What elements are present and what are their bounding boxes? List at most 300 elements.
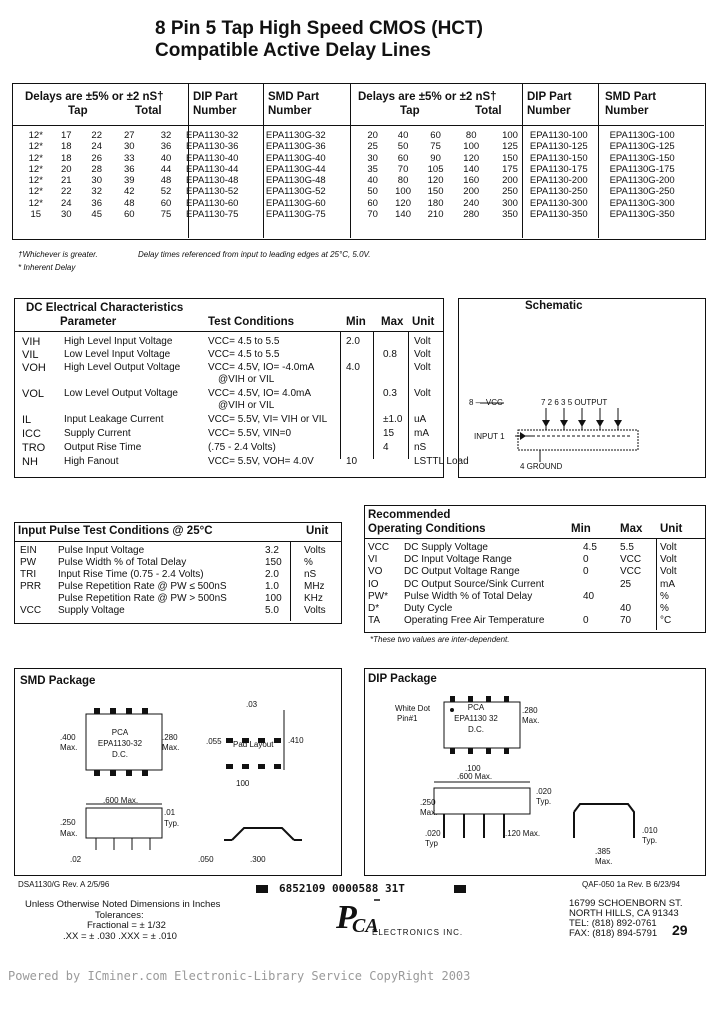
delay-cell-smd: EPA1130G-250	[609, 186, 675, 198]
delay-cell-t4: 280	[463, 209, 480, 221]
delay-cell-t3: 32	[91, 186, 102, 198]
recommended-cell-label: DC Input Voltage Range	[404, 554, 512, 566]
delay-cell-t1: 50	[367, 186, 378, 198]
delay-cell-t4: 240	[463, 197, 480, 209]
dip-dim-010: .010	[642, 826, 658, 835]
footnote-inherent: * Inherent Delay	[18, 263, 76, 272]
recommended-cell-max: 25	[620, 578, 632, 590]
powered-by-watermark: Powered by ICminer.com Electronic-Library Service CopyRight 2003	[8, 969, 471, 983]
delay-cell-t2: 17	[60, 130, 72, 141]
dc-cell-param: Input Leakage Current	[64, 414, 164, 425]
dc-cell-sym: NH	[22, 456, 38, 468]
delay-row-right	[358, 175, 704, 186]
recommended-title-1: Recommended	[368, 509, 451, 521]
footnote-whichever: †Whichever is greater.	[18, 250, 98, 259]
delay-cell-dip: EPA1130-48	[186, 175, 239, 187]
delay-cell-t3: 105	[427, 163, 444, 175]
dc-cell-test2: @VIH or VIL	[218, 400, 275, 411]
delay-cell-dip: EPA1130-52	[186, 186, 239, 198]
smd-dim-050: .050	[198, 855, 214, 864]
dc-cell-test: VCC= 4.5 to 5.5	[208, 349, 280, 360]
address-line-2: NORTH HILLS, CA 91343	[569, 908, 679, 919]
dip-dim-385-max: Max.	[595, 857, 613, 866]
delay-cell-t2: 18	[60, 141, 72, 153]
delay-cell-smd: EPA1130G-44	[265, 163, 326, 175]
recommended-cell-label: Pulse Width % of Total Delay	[404, 590, 533, 602]
delay-row-left	[20, 175, 350, 186]
recommended-cell-unit: °C	[660, 615, 672, 627]
delay-cell-t3: 75	[430, 141, 441, 153]
delay-cell-t4: 100	[463, 141, 480, 153]
pulse-cell-unit: %	[304, 557, 313, 568]
tolerance-line-3: Fractional = ± 1/32	[87, 920, 166, 931]
smd-dim-400: .400	[60, 733, 76, 742]
dip-chip-line-2: EPA1130 32	[454, 714, 498, 723]
recommended-cell-sym: D*	[368, 603, 380, 614]
delay-cell-total: 60	[160, 197, 172, 209]
dc-cell-param: Low Level Input Voltage	[64, 349, 171, 360]
pulse-cell-label: Pulse Input Voltage	[58, 545, 145, 556]
delay-cell-t2: 30	[60, 209, 72, 221]
delay-cell-t1: 12*	[28, 197, 43, 209]
delay-cell-t1: 12*	[28, 175, 43, 187]
dc-cell-unit: Volt	[414, 336, 431, 347]
recommended-cell-unit: %	[660, 590, 669, 602]
pulse-cell-label: Pulse Repetition Rate @ PW ≤ 500nS	[58, 581, 227, 592]
pulse-cell-label: Supply Voltage	[58, 605, 125, 616]
dc-cell-unit: Volt	[414, 388, 431, 399]
recommended-cell-unit: Volt	[660, 554, 677, 566]
dc-cell-test: VCC= 5.5V, VI= VIH or VIL	[208, 414, 328, 425]
delay-cell-smd: EPA1130G-40	[265, 152, 326, 164]
delay-cell-smd: EPA1130G-150	[609, 152, 675, 164]
delay-cell-t1: 12*	[28, 152, 43, 164]
delay-cell-t4: 30	[123, 141, 135, 153]
dc-param-header: Parameter	[60, 316, 117, 328]
address-line-3: TEL: (818) 892-0761	[569, 918, 657, 929]
dc-cell-sym: TRO	[22, 442, 46, 454]
delay-cell-dip: EPA1130-175	[529, 163, 588, 175]
delay-cell-t2: 18	[60, 152, 72, 164]
recommended-cell-min: 0	[583, 554, 589, 566]
delay-cell-t3: 120	[427, 175, 444, 187]
delay-cell-t1: 12*	[28, 186, 43, 198]
pulse-cell-sym: TRI	[20, 569, 37, 580]
delay-cell-t4: 36	[123, 163, 135, 175]
delay-cell-t2: 24	[60, 197, 72, 209]
schematic-input-label: INPUT 1	[474, 432, 505, 441]
delay-cell-t2: 40	[397, 130, 409, 141]
delay-cell-total: 100	[502, 130, 518, 141]
page-title	[155, 18, 483, 62]
dip-package-title: DIP Package	[368, 673, 437, 685]
delay-row-right	[358, 209, 704, 220]
delay-cell-t1: 12*	[28, 163, 43, 175]
delay-row-right	[358, 164, 704, 175]
delay-cell-t3: 26	[91, 152, 102, 164]
delay-cell-dip: EPA1130-125	[529, 141, 588, 153]
smd-chip-marking	[92, 727, 148, 760]
recommended-cell-label: Operating Free Air Temperature	[404, 615, 545, 627]
recommended-cell-min: 0	[583, 615, 589, 627]
dc-cell-max: 0.8	[383, 349, 397, 360]
dc-cell-sym: VOL	[22, 388, 45, 400]
delay-cell-t1: 30	[367, 152, 378, 164]
delays-header-left: Delays are ±5% or ±2 nS†	[25, 91, 164, 103]
recommended-cell-unit: mA	[660, 578, 675, 590]
delay-cell-smd: EPA1130G-52	[265, 186, 326, 198]
total-header-right: Total	[475, 105, 502, 117]
tolerance-line-1: Unless Otherwise Noted Dimensions in Inches	[25, 899, 221, 910]
delay-cell-t3: 180	[427, 197, 444, 209]
recommended-cell-max: VCC	[620, 566, 642, 578]
delay-cell-smd: EPA1130G-350	[609, 209, 675, 221]
title-line-2: Compatible Active Delay Lines	[155, 40, 431, 61]
delay-row-left	[20, 209, 350, 220]
schematic-ground-label: 4 GROUND	[520, 462, 563, 471]
pulse-cell-unit: MHz	[304, 581, 325, 592]
dip-chip-marking	[446, 702, 506, 735]
pulse-cell-val: 1.0	[265, 581, 279, 592]
pulse-cell-unit: nS	[304, 569, 317, 580]
delay-cell-dip: EPA1130-150	[529, 152, 588, 164]
pulse-cell-label: Pulse Repetition Rate @ PW > 500nS	[58, 593, 227, 604]
dip-dim-020b: .020	[425, 829, 441, 838]
delay-row-right	[358, 186, 704, 197]
recommended-note: *These two values are inter-dependent.	[370, 635, 510, 644]
dc-test-header: Test Conditions	[208, 316, 295, 328]
smd-part-header-left: SMD Part	[268, 91, 320, 103]
delay-cell-t2: 70	[397, 163, 409, 175]
smd-dim-055: .055	[206, 737, 222, 746]
dc-cell-min: 2.0	[346, 336, 360, 347]
dip-part-header-right: DIP Part	[527, 91, 572, 103]
dip-dim-100: .100	[465, 764, 481, 773]
delay-cell-dip: EPA1130-44	[186, 163, 239, 175]
delay-cell-total: 175	[502, 163, 518, 175]
smd-dim-typ: Typ.	[164, 819, 180, 828]
dip-dim-280-max: Max.	[522, 716, 540, 725]
dc-cell-max: 0.3	[383, 388, 397, 399]
delay-row-right	[358, 153, 704, 164]
smd-package-title: SMD Package	[20, 675, 96, 687]
recommended-max-header: Max	[620, 523, 643, 535]
dc-cell-param: High Level Input Voltage	[64, 336, 173, 347]
dc-cell-unit: Volt	[414, 349, 431, 360]
dc-cell-test: VCC= 5.5V, VOH= 4.0V	[208, 456, 314, 467]
delay-row-right	[358, 130, 704, 141]
smd-chip-line-3: D.C.	[112, 750, 128, 759]
pulse-cell-sym: PW	[20, 557, 37, 568]
recommended-cell-label: DC Output Source/Sink Current	[404, 578, 545, 590]
pulse-title: Input Pulse Test Conditions @ 25°C	[18, 525, 213, 537]
delay-cell-smd: EPA1130G-300	[609, 197, 675, 209]
delay-cell-t3: 24	[91, 141, 102, 153]
delay-cell-dip: EPA1130-300	[529, 197, 588, 209]
delay-cell-smd: EPA1130G-100	[609, 130, 675, 141]
pulse-cell-val: 100	[265, 593, 282, 604]
recommended-cell-min: 0	[583, 566, 589, 578]
smd-pad-layout: Pad Layout	[233, 740, 274, 749]
dip-pin1: Pin#1	[397, 714, 418, 723]
dc-cell-sym: ICC	[22, 428, 41, 440]
dc-cell-param: Output Rise Time	[64, 442, 142, 453]
delay-cell-smd: EPA1130G-75	[265, 209, 326, 221]
pulse-cell-sym: EIN	[20, 545, 37, 556]
delay-cell-t4: 80	[465, 130, 477, 141]
delay-cell-total: 44	[160, 163, 172, 175]
delay-row-left	[20, 198, 350, 209]
title-line-1: 8 Pin 5 Tap High Speed CMOS (HCT)	[155, 18, 483, 39]
dc-cell-sym: IL	[22, 414, 32, 426]
recommended-cell-unit: Volt	[660, 542, 677, 553]
delay-cell-dip: EPA1130-250	[529, 186, 588, 198]
pulse-cell-unit: Volts	[304, 605, 326, 616]
footnote-reference: Delay times referenced from input to leading edges at 25°C, 5.0V.	[138, 250, 371, 259]
delay-cell-dip: EPA1130-100	[529, 130, 588, 141]
dc-cell-unit: nS	[414, 442, 427, 453]
delay-cell-total: 36	[160, 141, 172, 153]
tolerance-line-2: Tolerances:	[95, 909, 144, 921]
dip-dim-020: .020	[536, 787, 552, 796]
logo-electronics: ELECTRONICS INC.	[372, 928, 464, 937]
dip-dim-385: .385	[595, 847, 611, 856]
smd-dim-01: .01	[164, 808, 176, 817]
delay-cell-dip: EPA1130-32	[186, 130, 239, 141]
smd-dim-250: .250	[60, 818, 76, 827]
delay-table-left	[20, 130, 350, 220]
delay-cell-t1: 25	[367, 141, 378, 153]
delay-cell-smd: EPA1130G-125	[609, 141, 675, 153]
dip-white-dot: White Dot	[395, 704, 431, 713]
dc-cell-param: Low Level Output Voltage	[64, 388, 178, 399]
dip-dim-010-typ: Typ.	[642, 836, 658, 845]
pulse-cell-unit: KHz	[304, 593, 323, 604]
pulse-cell-sym: VCC	[20, 605, 42, 616]
dip-number-header-right: Number	[527, 105, 571, 117]
delay-cell-t3: 60	[430, 130, 441, 141]
pulse-cell-val: 5.0	[265, 605, 279, 616]
delay-row-left	[20, 153, 350, 164]
recommended-cell-sym: PW*	[368, 590, 388, 602]
smd-number-header-right: Number	[605, 105, 649, 117]
delay-cell-t4: 42	[123, 186, 135, 198]
recommended-cell-label: DC Output Voltage Range	[404, 566, 520, 578]
smd-dim-100: 100	[236, 779, 250, 788]
barcode-mark-left	[256, 885, 268, 893]
delay-cell-dip: EPA1130-40	[186, 152, 239, 164]
delay-cell-t4: 160	[463, 175, 480, 187]
dc-title: DC Electrical Characteristics	[26, 302, 184, 314]
delay-cell-t2: 140	[395, 209, 411, 221]
recommended-cell-label: Duty Cycle	[404, 603, 453, 614]
delay-cell-t2: 21	[60, 175, 72, 187]
doc-code-right: QAF-050 1a Rev. B 6/23/94	[582, 880, 681, 889]
total-header-left: Total	[135, 105, 162, 117]
dc-cell-test: VCC= 4.5V, IO= -4.0mA	[208, 362, 315, 373]
delay-cell-t3: 90	[430, 152, 441, 164]
page-number: 29	[672, 922, 688, 938]
dc-cell-test2: @VIH or VIL	[218, 374, 275, 385]
dc-cell-param: High Level Output Voltage	[64, 362, 181, 373]
pulse-cell-label: Pulse Width % of Total Delay	[58, 557, 187, 568]
dc-cell-sym: VOH	[22, 362, 46, 374]
delay-cell-dip: EPA1130-60	[186, 197, 239, 209]
recommended-cell-sym: IO	[368, 578, 379, 590]
delay-cell-t3: 150	[427, 186, 444, 198]
delay-cell-t4: 33	[123, 152, 135, 164]
recommended-cell-sym: VCC	[368, 542, 390, 553]
delay-cell-t1: 70	[367, 209, 378, 221]
pulse-unit-header: Unit	[306, 525, 329, 537]
delay-cell-t2: 20	[60, 163, 72, 175]
smd-dim-300: .300	[250, 855, 266, 864]
dip-dim-600: .600 Max.	[457, 772, 493, 781]
dc-cell-sym: VIL	[22, 349, 39, 361]
delay-cell-smd: EPA1130G-200	[609, 175, 675, 187]
dc-cell-test: VCC= 4.5 to 5.5	[208, 336, 280, 347]
dip-chip-line-3: D.C.	[468, 725, 484, 734]
delay-cell-t1: 35	[367, 163, 378, 175]
delay-cell-t3: 45	[91, 209, 102, 221]
dc-cell-param: High Fanout	[64, 456, 119, 467]
smd-dim-400-max: Max.	[60, 743, 78, 752]
dc-cell-max: 4	[383, 442, 389, 453]
delay-cell-total: 125	[502, 141, 518, 153]
dip-dim-250-max: Max.	[420, 808, 438, 817]
delay-cell-t4: 140	[463, 163, 480, 175]
pulse-cell-val: 150	[265, 557, 282, 568]
pulse-cell-label: Input Rise Time (0.75 - 2.4 Volts)	[58, 569, 204, 580]
delay-cell-t4: 60	[123, 209, 135, 221]
delay-cell-dip: EPA1130-350	[529, 209, 588, 221]
barcode-text: 6852109 0000588 31T	[279, 882, 405, 895]
smd-dim-600: .600 Max.	[103, 796, 139, 805]
delay-cell-total: 150	[502, 152, 518, 164]
delay-cell-t1: 40	[367, 175, 378, 187]
dip-number-header-left: Number	[193, 105, 237, 117]
recommended-cell-max: 70	[620, 615, 632, 627]
delay-cell-total: 75	[160, 209, 172, 221]
recommended-cell-min: 4.5	[583, 542, 597, 553]
delay-cell-smd: EPA1130G-48	[265, 175, 326, 187]
dc-unit-header: Unit	[412, 316, 435, 328]
recommended-cell-max: VCC	[620, 554, 642, 566]
dc-cell-param: Supply Current	[64, 428, 131, 439]
delay-cell-smd: EPA1130G-60	[265, 197, 326, 209]
dc-cell-max: 15	[383, 428, 395, 439]
recommended-cell-sym: VI	[368, 554, 378, 566]
recommended-cell-unit: %	[660, 603, 669, 614]
recommended-cell-min: 40	[583, 590, 595, 602]
delay-cell-t1: 20	[367, 130, 378, 141]
delay-cell-smd: EPA1130G-32	[265, 130, 326, 141]
smd-dim-410: .410	[288, 736, 304, 745]
delay-cell-t2: 100	[395, 186, 411, 198]
delay-cell-total: 300	[502, 197, 518, 209]
delay-cell-total: 40	[160, 152, 172, 164]
smd-dim-280: .280	[162, 733, 178, 742]
delay-cell-t4: 39	[123, 175, 135, 187]
recommended-cell-sym: TA	[368, 615, 381, 627]
smd-package-drawing	[14, 690, 340, 874]
dip-dim-280: .280	[522, 706, 538, 715]
dc-cell-test: (.75 - 2.4 Volts)	[208, 442, 276, 453]
tolerance-line-4: .XX = ± .030 .XXX = ± .010	[63, 930, 177, 942]
delay-cell-t1: 12*	[28, 130, 43, 141]
recommended-cell-label: DC Supply Voltage	[404, 542, 488, 553]
delay-cell-t3: 36	[91, 197, 102, 209]
delay-row-left	[20, 164, 350, 175]
recommended-cell-max: 5.5	[620, 542, 634, 553]
delay-cell-total: 250	[502, 186, 518, 198]
recommended-unit-header: Unit	[660, 523, 683, 535]
delay-cell-t4: 27	[123, 130, 135, 141]
smd-dim-250-max: Max.	[60, 829, 78, 838]
dc-max-header: Max	[381, 316, 404, 328]
delay-cell-dip: EPA1130-200	[529, 175, 588, 187]
delay-row-left	[20, 186, 350, 197]
dip-chip-line-1: PCA	[467, 703, 485, 712]
delay-row-left	[20, 130, 350, 141]
delay-cell-t4: 120	[463, 152, 480, 164]
tolerance-block	[25, 900, 220, 942]
delay-row-left	[20, 141, 350, 152]
delay-row-right	[358, 198, 704, 209]
delay-cell-smd: EPA1130G-36	[265, 141, 326, 153]
delay-cell-total: 48	[160, 175, 172, 187]
delay-cell-t3: 28	[91, 163, 102, 175]
delay-cell-t4: 48	[123, 197, 135, 209]
delay-cell-total: 350	[502, 209, 518, 221]
dc-cell-test: VCC= 5.5V, VIN=0	[208, 428, 292, 439]
dip-dim-020b-typ: Typ	[425, 839, 438, 848]
dc-min-header: Min	[346, 316, 366, 328]
delay-cell-smd: EPA1130G-175	[609, 163, 675, 175]
delay-cell-total: 32	[160, 130, 172, 141]
delay-cell-dip: EPA1130-75	[186, 209, 239, 221]
doc-code-left: DSA1130/G Rev. A 2/5/96	[18, 880, 110, 889]
smd-dim-02: .02	[70, 855, 82, 864]
dip-dim-120: .120 Max.	[505, 829, 541, 838]
delay-cell-t2: 50	[397, 141, 409, 153]
dip-dim-020-typ: Typ.	[536, 797, 552, 806]
delay-cell-t4: 200	[463, 186, 480, 198]
smd-number-header-left: Number	[268, 105, 312, 117]
recommended-cell-unit: Volt	[660, 566, 677, 578]
dc-cell-unit: LSTTL Load	[414, 456, 469, 467]
tap-header-right: Tap	[400, 105, 420, 117]
smd-chip-line-2: EPA1130-32	[97, 739, 143, 748]
svg-text:P: P	[336, 899, 357, 936]
dc-cell-max: ±1.0	[383, 414, 403, 425]
delay-cell-total: 52	[160, 186, 172, 198]
delay-cell-t2: 22	[60, 186, 72, 198]
delay-cell-t2: 60	[397, 152, 409, 164]
company-address	[569, 899, 683, 939]
recommended-title-2: Operating Conditions	[368, 523, 486, 535]
dc-cell-min: 4.0	[346, 362, 360, 373]
tap-header-left: Tap	[68, 105, 88, 117]
delay-cell-t2: 80	[397, 175, 409, 187]
dip-dim-250: .250	[420, 798, 436, 807]
dc-cell-sym: VIH	[22, 336, 41, 348]
delays-header-right: Delays are ±5% or ±2 nS†	[358, 91, 497, 103]
delay-cell-t1: 60	[367, 197, 378, 209]
schematic-vcc-label: 8 — VCC	[469, 398, 503, 407]
dc-cell-test: VCC= 4.5V, IO= 4.0mA	[208, 388, 312, 399]
delay-cell-total: 200	[502, 175, 518, 187]
